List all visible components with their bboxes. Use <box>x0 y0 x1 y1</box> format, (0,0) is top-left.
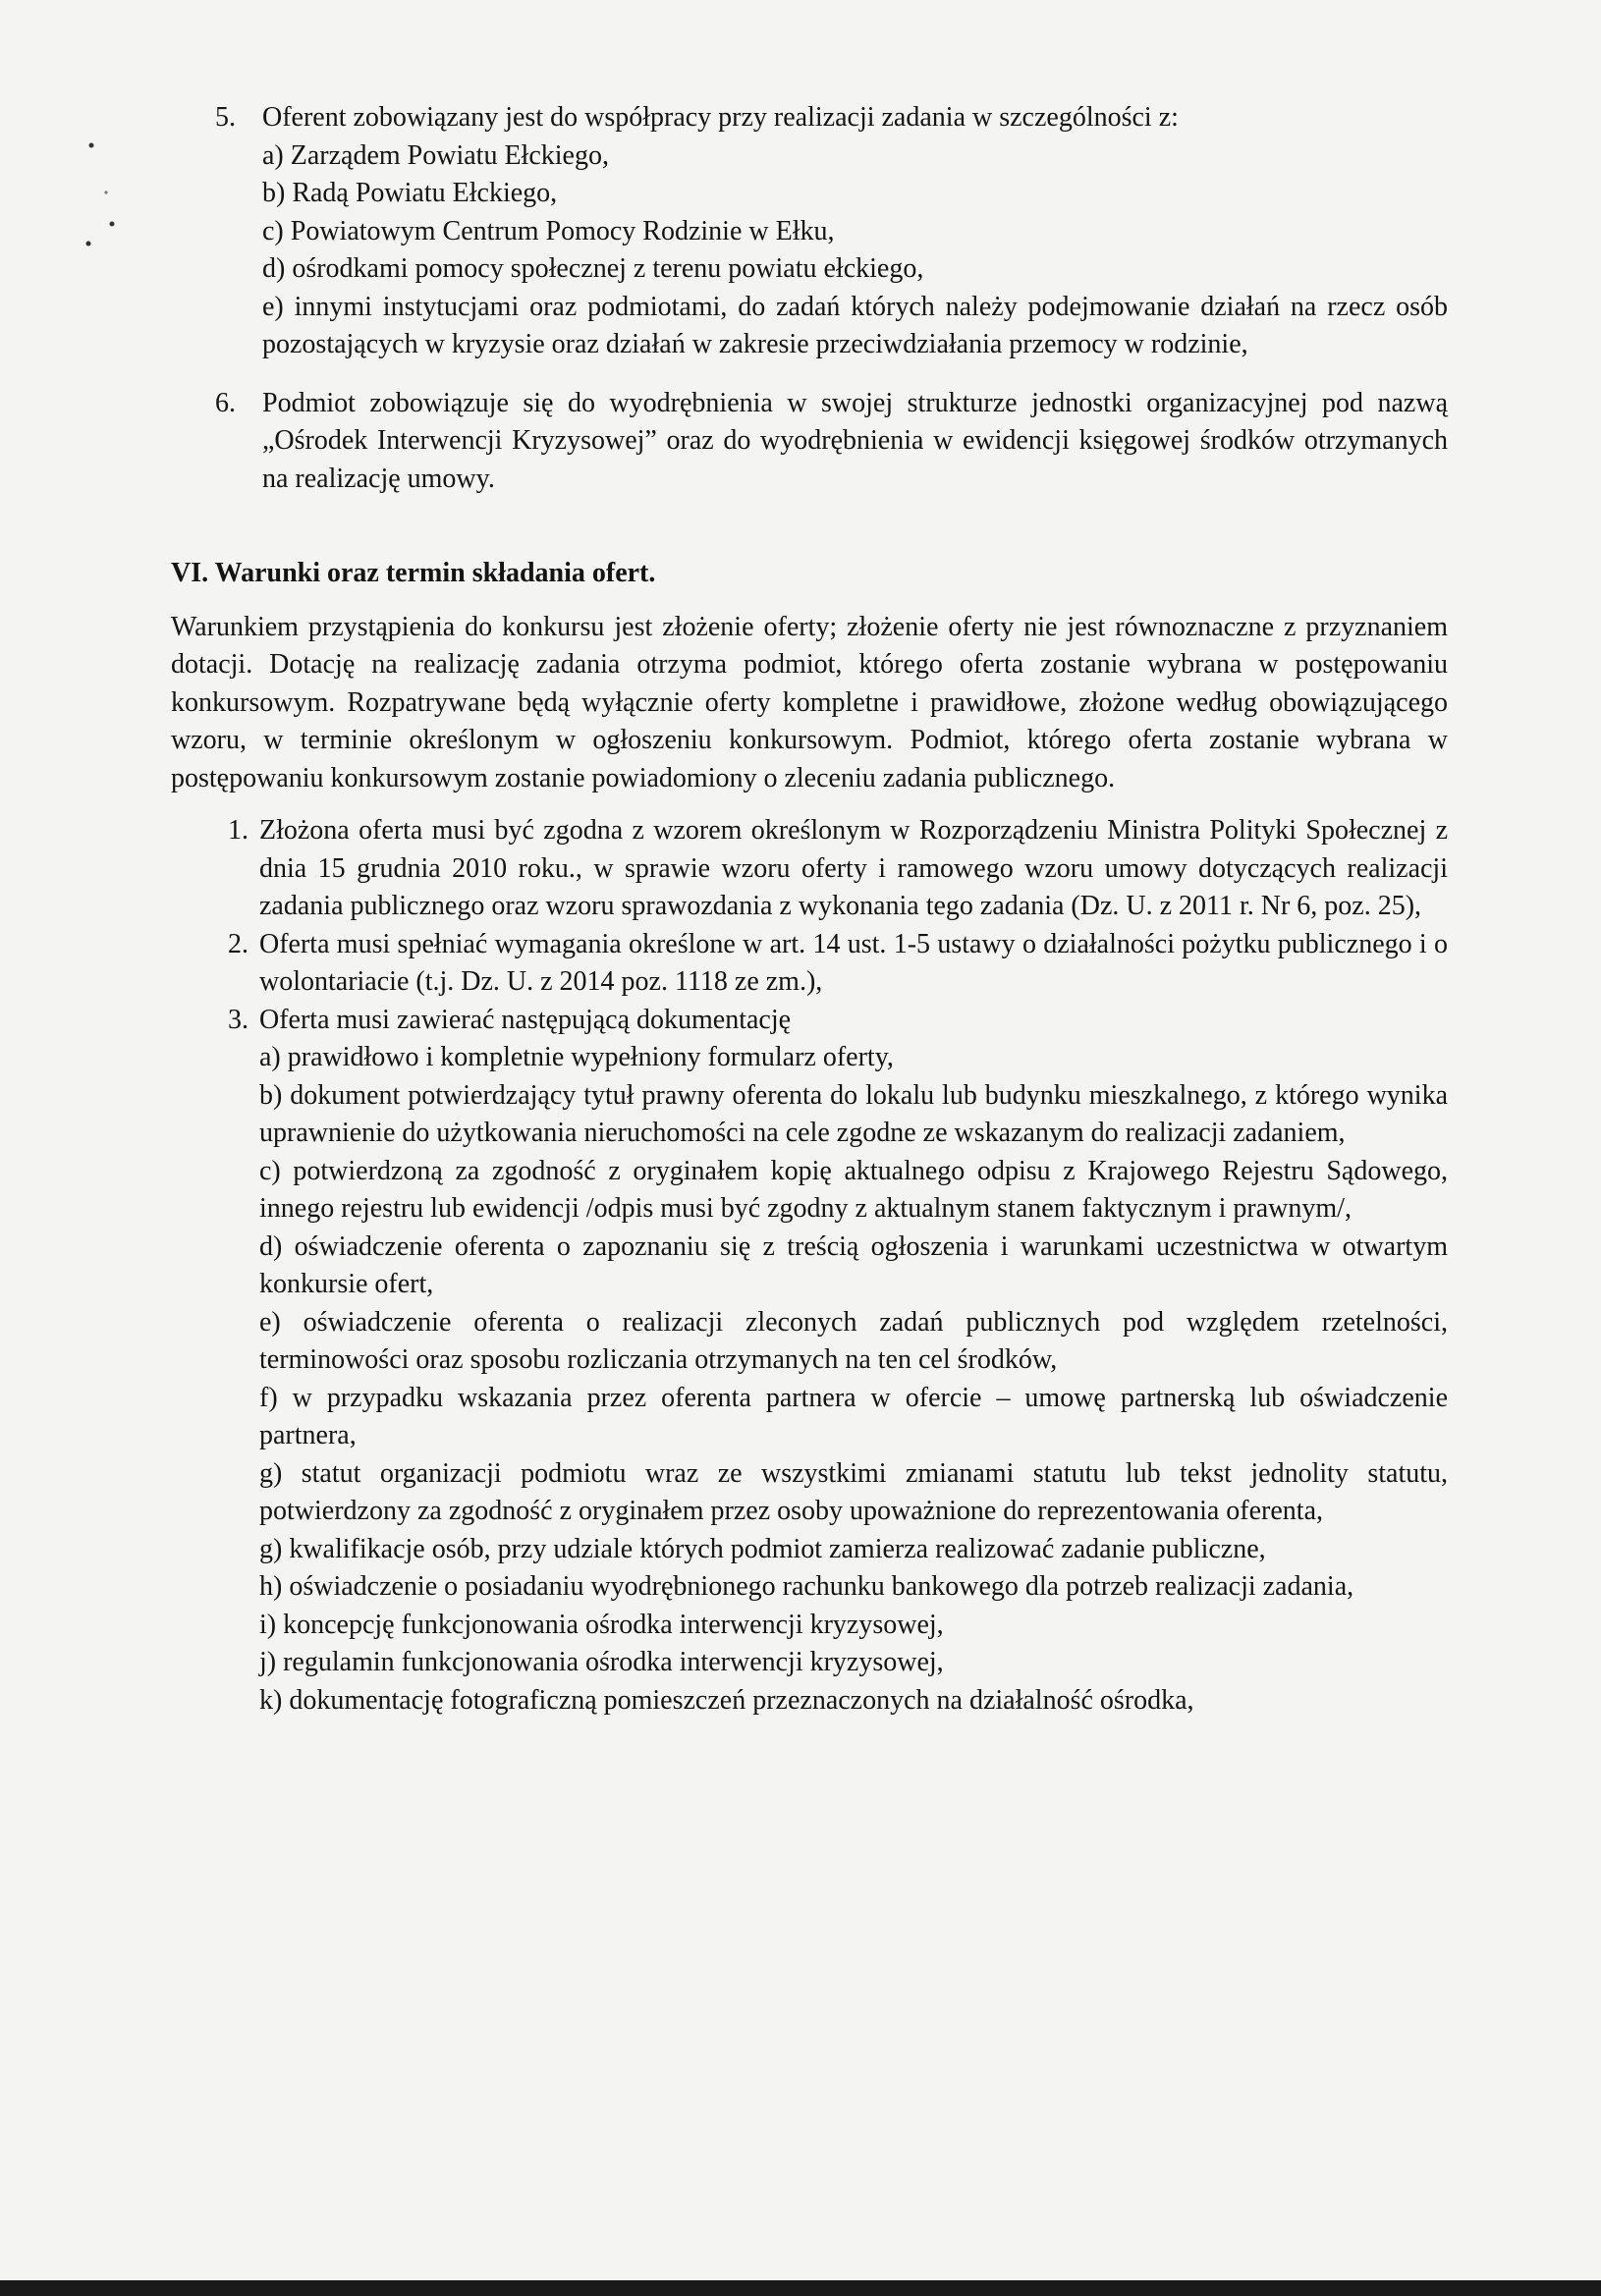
cooperation-partner: b) Radą Powiatu Ełckiego, <box>262 178 558 208</box>
list-item <box>228 812 1448 926</box>
document-requirement: j) regulamin funkcjonowania ośrodka interwencji kryzysowej, <box>259 1647 944 1677</box>
item-number: 3. <box>228 1004 248 1035</box>
document-requirement: d) oświadczenie oferenta o zapoznaniu się z treścią ogłoszenia i warunkami uczestnictwa w otwartym konkursie ofert, <box>259 1230 1448 1299</box>
item-number: 6. <box>215 387 236 418</box>
cooperation-intro: Oferent zobowiązany jest do współpracy przy realizacji zadania w szczególności z: <box>262 102 1179 133</box>
list-item <box>228 1002 1448 1721</box>
requirement-text: Oferta musi zawierać następującą dokumentację <box>259 1004 792 1035</box>
scan-border <box>0 2280 1601 2296</box>
section-heading: VI. Warunki oraz termin składania ofert. <box>171 558 656 588</box>
item-number: 2. <box>228 928 248 959</box>
list-item <box>228 926 1448 1002</box>
cooperation-item <box>171 99 1448 364</box>
document-requirement: f) w przypadku wskazania przez oferenta partnera w ofercie – umowę partnerską lub oświadczenie partnera, <box>259 1382 1448 1450</box>
cooperation-partner: a) Zarządem Powiatu Ełckiego, <box>262 139 609 171</box>
document-requirement: a) prawidłowo i kompletnie wypełniony formularz oferty, <box>259 1042 894 1072</box>
item-number: 1. <box>228 815 248 846</box>
cooperation-partner: e) innymi instytucjami oraz podmiotami, do zadań których należy podejmowanie działań na rzecz osób pozostających w kryzysie oraz działań w zakresie przeciwdziałania przemocy w rodzinie, <box>262 291 1448 359</box>
requirement-text: Oferta musi spełniać wymagania określone w art. 14 ust. 1-5 ustawy o działalności pożytku publicznego i o wolontariacie (t.j. Dz. U. z 2014 poz. 1118 ze zm.), <box>259 928 1448 997</box>
document-requirement: b) dokument potwierdzający tytuł prawny oferenta do lokalu lub budynku mieszkalnego, z którego wynika uprawnienie do użytkowania nieruchomości na cele zgodne ze wskazanym do realizacji zadaniem, <box>259 1079 1448 1148</box>
cooperation-partner: c) Powiatowym Centrum Pomocy Rodzinie w Ełku, <box>262 215 835 246</box>
document-requirement: i) koncepcję funkcjonowania ośrodka interwencji kryzysowej, <box>259 1609 944 1640</box>
document-requirement: g) statut organizacji podmiotu wraz ze wszystkimi zmianami statutu lub tekst jednolity statutu, potwierdzony za zgodność z oryginałem przez osoby upoważnione do reprezentowania oferenta, <box>259 1457 1448 1526</box>
item-number: 5. <box>215 102 236 133</box>
organizational-unit-text: Podmiot zobowiązuje się do wyodrębnienia w swojej strukturze jednostki organizacyjnej pod nazwą „Ośrodek Interwencji Kryzysowej” oraz do wyodrębnienia w ewidencji księgowej środków otrzymanych na realizację umowy. <box>262 387 1448 494</box>
document-requirement: k) dokumentację fotograficzną pomieszczeń przeznaczonych na działalność ośrodka, <box>259 1684 1194 1716</box>
document-content <box>171 99 1448 1720</box>
document-requirement: c) potwierdzoną za zgodność z oryginałem kopię aktualnego odpisu z Krajowego Rejestru Sądowego, innego rejestru lub ewidencji /odpis musi być zgodny z aktualnym stanem faktycznym i prawnym/, <box>259 1155 1448 1224</box>
conditions-paragraph: Warunkiem przystąpienia do konkursu jest złożenie oferty; złożenie oferty nie jest równoznaczne z przyznaniem dotacji. Dotację na realizację zadania otrzyma podmiot, którego oferta zostanie wybrana w postępowaniu konkursowym. Rozpatrywane będą wyłącznie oferty kompletne i prawidłowe, złożone według obowiązującego wzoru, w terminie określonym w ogłoszeniu konkursowym. Podmiot, którego oferta zostanie wybrana w postępowaniu konkursowym zostanie powiadomiony o zleceniu zadania publicznego. <box>171 611 1448 793</box>
requirements-list <box>171 812 1448 1720</box>
organizational-unit-item <box>171 385 1448 499</box>
cooperation-partner: d) ośrodkami pomocy społecznej z terenu powiatu ełckiego, <box>262 253 924 284</box>
document-requirement: e) oświadczenie oferenta o realizacji zleconych zadań publicznych pod względem rzetelności, terminowości oraz sposobu rozliczania otrzymanych na ten cel środków, <box>259 1306 1448 1375</box>
document-requirement: h) oświadczenie o posiadaniu wyodrębnionego rachunku bankowego dla potrzeb realizacji zadania, <box>259 1571 1354 1602</box>
document-requirement: g) kwalifikacje osób, przy udziale których podmiot zamierza realizować zadanie publiczne, <box>259 1533 1266 1564</box>
requirement-text: Złożona oferta musi być zgodna z wzorem określonym w Rozporządzeniu Ministra Polityki Społecznej z dnia 15 grudnia 2010 roku., w sprawie wzoru oferty i ramowego wzoru umowy dotyczących realizacji zadania publicznego oraz wzoru sprawozdania z wykonania tego zadania (Dz. U. z 2011 r. Nr 6, poz. 25), <box>259 815 1448 921</box>
